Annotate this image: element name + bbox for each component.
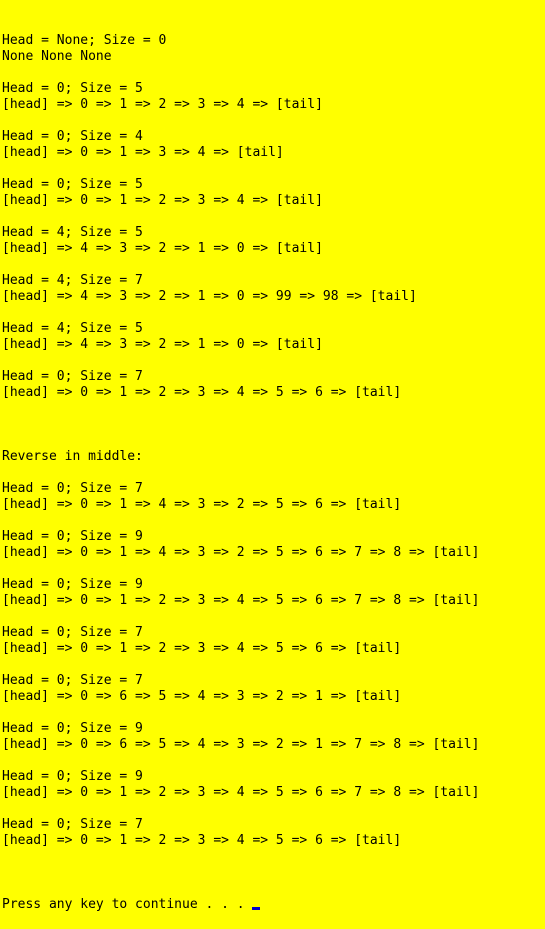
blank-line: [2, 657, 545, 673]
console-line: Head = 0; Size = 4: [2, 129, 143, 144]
blank-line: [2, 257, 545, 273]
console-line: Head = 0; Size = 7: [2, 369, 143, 384]
console-line: [head] => 0 => 1 => 2 => 3 => 4 => 5 => 6 => [tail]: [2, 641, 402, 656]
console-line: [head] => 4 => 3 => 2 => 1 => 0 => [tail]: [2, 337, 323, 352]
blank-line: [2, 433, 545, 449]
console-line: Head = 0; Size = 7: [2, 481, 143, 496]
blank-line: [2, 801, 545, 817]
blank-line: [2, 353, 545, 369]
console-line: [head] => 4 => 3 => 2 => 1 => 0 => 99 => 98 => [tail]: [2, 289, 417, 304]
console-line: [head] => 0 => 6 => 5 => 4 => 3 => 2 => 1 => [tail]: [2, 689, 402, 704]
console-line: Head = None; Size = 0: [2, 33, 167, 48]
console-line: Head = 0; Size = 9: [2, 769, 143, 784]
console-line: None None None: [2, 49, 112, 64]
blank-line: [2, 401, 545, 417]
console-line: [head] => 0 => 1 => 2 => 3 => 4 => 5 => 6 => 7 => 8 => [tail]: [2, 593, 480, 608]
continue-prompt: Press any key to continue . . .: [2, 897, 253, 912]
console-line: [head] => 0 => 6 => 5 => 4 => 3 => 2 => 1 => 7 => 8 => [tail]: [2, 737, 480, 752]
console-line: Head = 0; Size = 7: [2, 673, 143, 688]
continue-prompt-line: [2, 897, 545, 913]
console-line: [head] => 0 => 1 => 4 => 3 => 2 => 5 => 6 => [tail]: [2, 497, 402, 512]
blank-line: [2, 417, 545, 433]
console-line: Head = 0; Size = 5: [2, 81, 143, 96]
console-line: Head = 0; Size = 5: [2, 177, 143, 192]
console-line: Head = 4; Size = 5: [2, 321, 143, 336]
console-line: Reverse in middle:: [2, 449, 143, 464]
blank-line: [2, 209, 545, 225]
console-line: Head = 4; Size = 5: [2, 225, 143, 240]
console-line: [head] => 0 => 1 => 2 => 3 => 4 => [tail]: [2, 193, 323, 208]
console-line: Head = 0; Size = 9: [2, 577, 143, 592]
console-line: [head] => 0 => 1 => 2 => 3 => 4 => 5 => 6 => [tail]: [2, 833, 402, 848]
console-line: Head = 0; Size = 7: [2, 817, 143, 832]
blank-line: [2, 161, 545, 177]
blank-line: [2, 609, 545, 625]
blank-line: [2, 113, 545, 129]
console-line: Head = 4; Size = 7: [2, 273, 143, 288]
console-line: [head] => 0 => 1 => 2 => 3 => 4 => 5 => 6 => 7 => 8 => [tail]: [2, 785, 480, 800]
text-cursor: [252, 907, 260, 910]
console-line: [head] => 0 => 1 => 2 => 3 => 4 => [tail]: [2, 97, 323, 112]
blank-line: [2, 849, 545, 865]
console-line: [head] => 4 => 3 => 2 => 1 => 0 => [tail]: [2, 241, 323, 256]
blank-line: [2, 753, 545, 769]
console-line: Head = 0; Size = 9: [2, 529, 143, 544]
console-line: [head] => 0 => 1 => 3 => 4 => [tail]: [2, 145, 284, 160]
blank-line: [2, 513, 545, 529]
console-line: [head] => 0 => 1 => 2 => 3 => 4 => 5 => 6 => [tail]: [2, 385, 402, 400]
console-lines: [2, 33, 545, 865]
console-line: Head = 0; Size = 7: [2, 625, 143, 640]
blank-line: [2, 465, 545, 481]
blank-line: [2, 305, 545, 321]
blank-line: [2, 705, 545, 721]
blank-line: [2, 65, 545, 81]
console-line: Head = 0; Size = 9: [2, 721, 143, 736]
blank-line: [2, 561, 545, 577]
console-line: [head] => 0 => 1 => 4 => 3 => 2 => 5 => 6 => 7 => 8 => [tail]: [2, 545, 480, 560]
